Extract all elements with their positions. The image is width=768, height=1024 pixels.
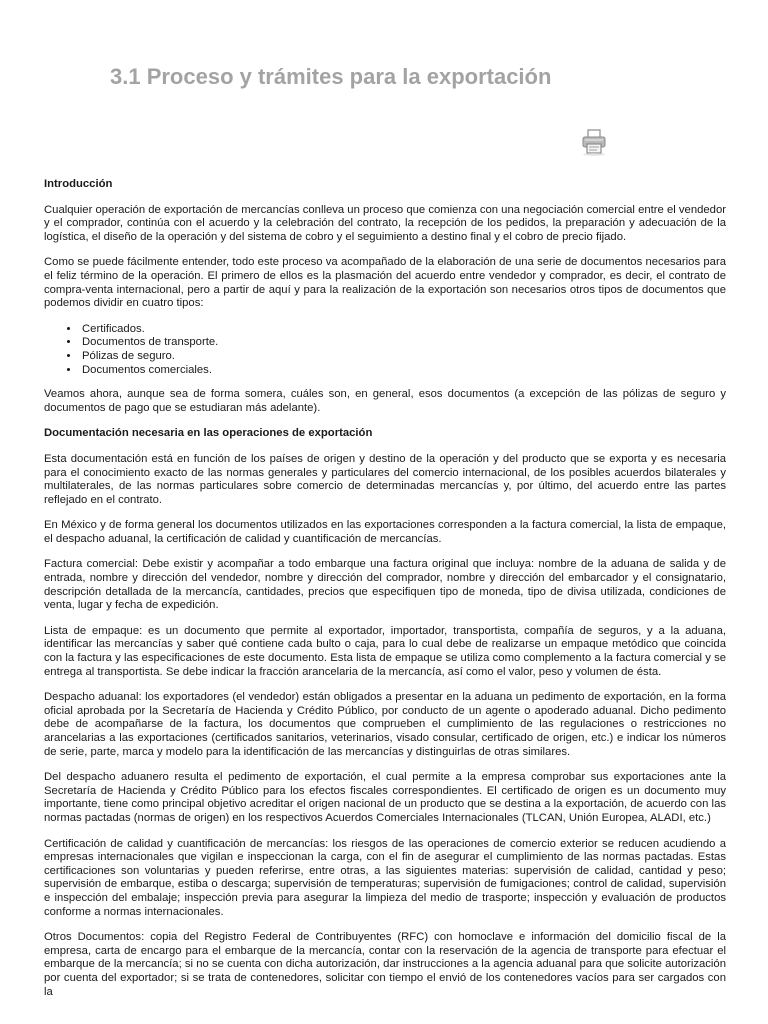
page-title: 3.1 Proceso y trámites para la exportación [110, 64, 552, 89]
printer-icon [581, 128, 607, 156]
paragraph-customs-clearance: Despacho aduanal: los exportadores (el vendedor) están obligados a presentar en la aduana un pedimento de exportación, en la forma oficial aprobada por la Secretaría de Hacienda y Crédito Público, por conducto de un agente o apoderado aduanal. Dicho pedimento debe de acompañarse de la factura, los documentos que comprueben el cumplimiento de las regulaciones o restricciones no arancelarias a las exportaciones (certificados sanitarios, veterinarios, visado consular, certificado de origen, etc.) e indicar los números de serie, parte, marca y modelo para la identificación de las mercancías y distinguirlas de otras similares. [44, 691, 726, 758]
paragraph-intro: Cualquier operación de exportación de mercancías conlleva un proceso que comienza con una negociación comercial entre el vendedor y el comprador, continúa con el acuerdo y la celebración del contrato, la recepción de los pedidos, la preparación y adecuación de la logística, el diseño de la operación y del sistema de cobro y el seguimiento a destino final y el cobro de precio fijado. [44, 203, 726, 243]
paragraph-export-pedimento: Del despacho aduanero resulta el pedimento de exportación, el cual permite a la empresa comprobar sus exportaciones ante la Secretaría de Hacienda y Crédito Público para los efectos fiscales correspondientes. El certificado de origen es un documento muy importante, tiene como principal objetivo acreditar el origen nacional de un producto que se destina a la exportación, de acuerdo con las normas pactadas (normas de origen) en los respectivos Acuerdos Comerciales Internacionales (TLCAN, Unión Europea, ALADI, etc.) [44, 771, 726, 824]
paragraph-documentation: Esta documentación está en función de los países de origen y destino de la operación y del producto que se exporta y es necesaria para el conocimiento exacto de las normas generales y particulares del comercio internacional, de los posibles acuerdos bilaterales y multilaterales, de las normas particulares sobre comercio de determinadas mercancías y, por último, del acuerdo entre las partes reflejado en el contrato. [44, 452, 726, 506]
list-item: • Documentos comerciales. [80, 364, 726, 378]
paragraph-summary: Veamos ahora, aunque sea de forma somera, cuáles son, en general, esos documentos (a excepción de las pólizas de seguro y documentos de pago que se estudiaran más adelante). [44, 388, 726, 414]
list-item: • Certificados. [80, 323, 726, 337]
intro-heading: Introducción [44, 178, 113, 190]
list-item: • Documentos de transporte. [80, 336, 726, 350]
list-item: • Pólizas de seguro. [80, 350, 726, 364]
document-types-list [44, 323, 726, 377]
paragraph-mexico: En México y de forma general los documentos utilizados en las exportaciones corresponden a la factura comercial, la lista de empaque, el despacho aduanal, la certificación de calidad y cuantificación de mercancías. [44, 519, 726, 545]
documentation-heading: Documentación necesaria en las operaciones de exportación [44, 427, 373, 440]
paragraph-documents-overview: Como se puede fácilmente entender, todo este proceso va acompañado de la elaboración de una serie de documentos necesarios para el feliz término de la operación. El primero de ellos es la plasmación del acuerdo entre vendedor y comprador, es decir, el contrato de compra-venta internacional, pero a partir de aquí y para la realización de la exportación son necesarios otros tipos de documentos que podemos dividir en cuatro tipos: [44, 256, 726, 310]
paragraph-other-documents: Otros Documentos: copia del Registro Federal de Contribuyentes (RFC) con homoclave e información del domicilio fiscal de la empresa, carta de encargo para el embarque de la mercancía, contar con la reservación de la agencia de transporte para efectuar el embarque de la mercancía; si no se cuenta con dicha autorización, dar instrucciones a la agencia aduanal para que solicite autorización por cuenta del exportador; si se trata de contenedores, solicitar con tiempo el envió de los contenedores vacíos para ser cargados con la [44, 931, 726, 998]
paragraph-quality-certification: Certificación de calidad y cuantificación de mercancías: los riesgos de las operaciones de comercio exterior se reducen acudiendo a empresas internacionales que vigilan e inspeccionan la carga, con el fin de asegurar el cumplimiento de las normas pactadas. Estas certificaciones son voluntarias y pueden referirse, entre otras, a las siguientes materias: supervisión de calidad, cantidad y peso; supervisión de embarque, estiba o descarga; supervisión de temperaturas; supervisión de fumigaciones; control de calidad, supervisión e inspección del embalaje; inspección previa para asegurar la limpieza del medio de trasporte; inspección y evaluación de productos conforme a normas internacionales. [44, 837, 726, 918]
paragraph-commercial-invoice: Factura comercial: Debe existir y acompañar a todo embarque una factura original que incluya: nombre de la aduana de salida y de entrada, nombre y dirección del vendedor, nombre y dirección del comprador, nombre y dirección del embarcador y el consignatario, descripción detallada de la mercancía, cantidades, precios que especifiquen tipo de moneda, tipo de divisa utilizada, condiciones de venta, lugar y fecha de expedición. [44, 558, 726, 612]
paragraph-packing-list: Lista de empaque: es un documento que permite al exportador, importador, transportista, compañía de seguros, y a la aduana, identificar las mercancías y saber qué contiene cada bulto o caja, para lo cual debe de realizarse un empaque metódico que coincida con la factura y las especificaciones de este documento. Esta lista de empaque se utiliza como complemento a la factura comercial y se entrega al transportista. Se debe indicar la fracción arancelaria de la mercancía, así como el valor, peso y volumen de ésta. [44, 624, 726, 678]
print-button[interactable] [581, 128, 607, 156]
article-body [44, 178, 726, 1011]
